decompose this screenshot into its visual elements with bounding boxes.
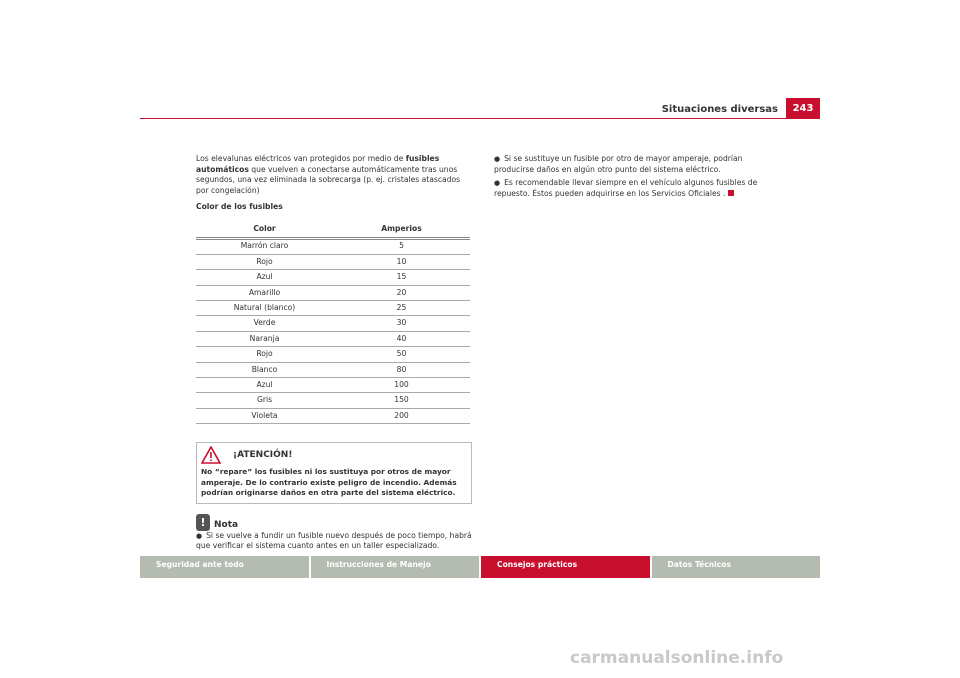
fuse-amperes: 15: [333, 270, 470, 285]
intro-bold-term: fusibles automáticos: [196, 154, 440, 174]
fuse-amperes: 80: [333, 362, 470, 377]
right-column: [494, 154, 778, 199]
fuse-amperes: 5: [333, 238, 470, 254]
table-row: [196, 378, 470, 393]
list-item: [494, 178, 778, 199]
fuse-color: Naranja: [196, 331, 333, 346]
table-row: [196, 347, 470, 362]
fuse-color: Marrón claro: [196, 238, 333, 254]
footer-nav: [140, 556, 820, 578]
fuse-amperes: 25: [333, 301, 470, 316]
fuse-color-subheading: Color de los fusibles: [196, 202, 283, 211]
fuse-color: Rojo: [196, 347, 333, 362]
table-row: [196, 362, 470, 377]
warning-triangle-icon: [201, 446, 221, 464]
page-number: 243: [786, 98, 820, 119]
note-info-icon: !: [196, 514, 210, 531]
fuse-amperes: 20: [333, 285, 470, 300]
fuse-amperes: 150: [333, 393, 470, 408]
intro-paragraph: [196, 154, 472, 196]
table-row: [196, 331, 470, 346]
tab-instrucciones[interactable]: Instrucciones de Manejo: [311, 556, 480, 578]
list-item: ● Si se sustituye un fusible por otro de mayor amperaje, podrían producirse daños en algún otro punto del sistema eléctrico.: [494, 154, 778, 175]
table-header-amperes: Amperios: [333, 222, 470, 239]
header-rule: [140, 118, 820, 119]
fuse-color-table: [196, 222, 470, 425]
fuse-color: Gris: [196, 393, 333, 408]
left-column: [196, 154, 472, 552]
tab-consejos[interactable]: Consejos prácticos: [481, 556, 650, 578]
fuse-color: Verde: [196, 316, 333, 331]
intro-text-start: Los elevalunas eléctricos van protegidos por medio de: [196, 154, 406, 163]
fuse-amperes: 100: [333, 378, 470, 393]
table-row: [196, 301, 470, 316]
table-row: [196, 408, 470, 423]
watermark: carmanualsonline.info: [570, 648, 784, 668]
page-header-title: Situaciones diversas: [661, 104, 778, 115]
table-row: [196, 316, 470, 331]
fuse-amperes: 50: [333, 347, 470, 362]
warning-header: [197, 443, 471, 467]
fuse-amperes: 40: [333, 331, 470, 346]
table-header-row: [196, 222, 470, 239]
tab-datos-tecnicos[interactable]: Datos Técnicos: [652, 556, 821, 578]
fuse-color: Blanco: [196, 362, 333, 377]
table-row: [196, 254, 470, 269]
fuse-amperes: 10: [333, 254, 470, 269]
fuse-color: Amarillo: [196, 285, 333, 300]
warning-box: [196, 442, 472, 504]
fuse-color: Azul: [196, 378, 333, 393]
table-row: [196, 270, 470, 285]
fuse-color: Natural (blanco): [196, 301, 333, 316]
fuse-color: Azul: [196, 270, 333, 285]
fuse-color: Rojo: [196, 254, 333, 269]
table-row: [196, 393, 470, 408]
fuse-amperes: 30: [333, 316, 470, 331]
table-row: [196, 238, 470, 254]
note-header: [196, 514, 472, 531]
warning-title: ¡ATENCIÓN!: [233, 449, 293, 460]
table-header-color: Color: [196, 222, 333, 239]
intro-text-end: que vuelven a conectarse automáticamente tras unos segundos, una vez eliminada la sobrecarga (p. ej. cristales atascados por congelación): [196, 164, 461, 195]
warning-text: No “repare” los fusibles ni los sustituya por otros de mayor amperaje. De lo contrario existe peligro de incendio. Además podrían originarse daños en otra parte del sistema eléctrico.: [201, 467, 457, 498]
list-item-text: Es recomendable llevar siempre en el vehículo algunos fusibles de repuesto. Éstos pueden adquirirse en los Servicios Oficiales .: [494, 178, 758, 198]
section-end-square-icon: [728, 190, 734, 196]
note-bullet-text: ● Si se vuelve a fundir un fusible nuevo después de poco tiempo, habrá que verificar el sistema cuanto antes en un taller especializado.: [196, 531, 472, 552]
fuse-amperes: 200: [333, 408, 470, 423]
tab-seguridad[interactable]: Seguridad ante todo: [140, 556, 309, 578]
fuse-color: Violeta: [196, 408, 333, 423]
table-row: [196, 285, 470, 300]
note-title: Nota: [214, 520, 239, 531]
